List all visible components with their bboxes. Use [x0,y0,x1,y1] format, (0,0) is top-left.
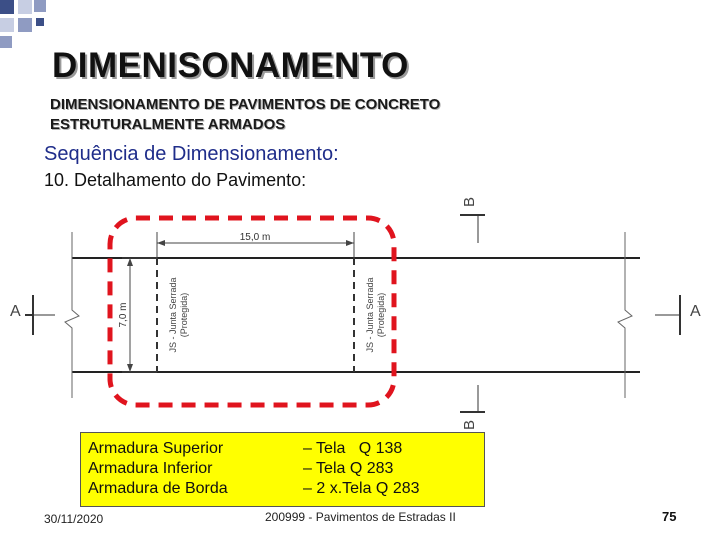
footer-date: 30/11/2020 [44,512,104,526]
joint-label-right [365,277,386,352]
legend-value: – 2 x.Tela Q 283 [303,480,420,497]
slab-highlight-outline [110,218,394,405]
section-a-marker-left [25,295,33,335]
arrowhead [346,240,354,246]
page-number: 75 [662,509,677,524]
section-a-label-left: A [10,303,21,320]
length-label: 15,0 m [239,232,271,243]
step-heading: 10. Detalhamento do Pavimento: [44,170,307,190]
arrowhead [157,240,165,246]
break-line-right [618,232,632,398]
joint-label-left [168,277,189,352]
subtitle-line: ESTRUTURALMENTE ARMADOS [50,116,286,133]
legend-value: – Tela Q 138 [303,440,403,457]
width-label: 7,0 m [118,302,129,328]
break-line-left [65,232,79,398]
joint-label-line: (Protegida) [179,292,189,338]
arrowhead [127,258,133,266]
legend-label: Armadura de Borda [88,480,228,497]
section-b-label-bottom: B [461,419,478,430]
arrowhead [127,364,133,372]
section-heading: Sequência de Dimensionamento: [44,143,339,165]
subtitle-line: DIMENSIONAMENTO DE PAVIMENTOS DE CONCRETO [50,96,441,113]
joint-label-line: (Protegida) [376,292,386,338]
joint-label-line: JS - Junta Serrada [168,277,178,353]
page-title: DIMENISONAMENTO [52,46,409,85]
section-a-label-right: A [690,303,701,320]
legend-label: Armadura Superior [88,440,224,457]
legend-labels [88,439,228,499]
legend-values [303,439,420,499]
legend-label: Armadura Inferior [88,460,213,477]
reinforcement-legend [80,432,485,507]
footer-course: 200999 - Pavimentos de Estradas II [265,510,456,524]
joint-label-line: JS - Junta Serrada [365,277,375,353]
legend-value: – Tela Q 283 [303,460,394,477]
section-b-label-top: B [461,196,478,207]
